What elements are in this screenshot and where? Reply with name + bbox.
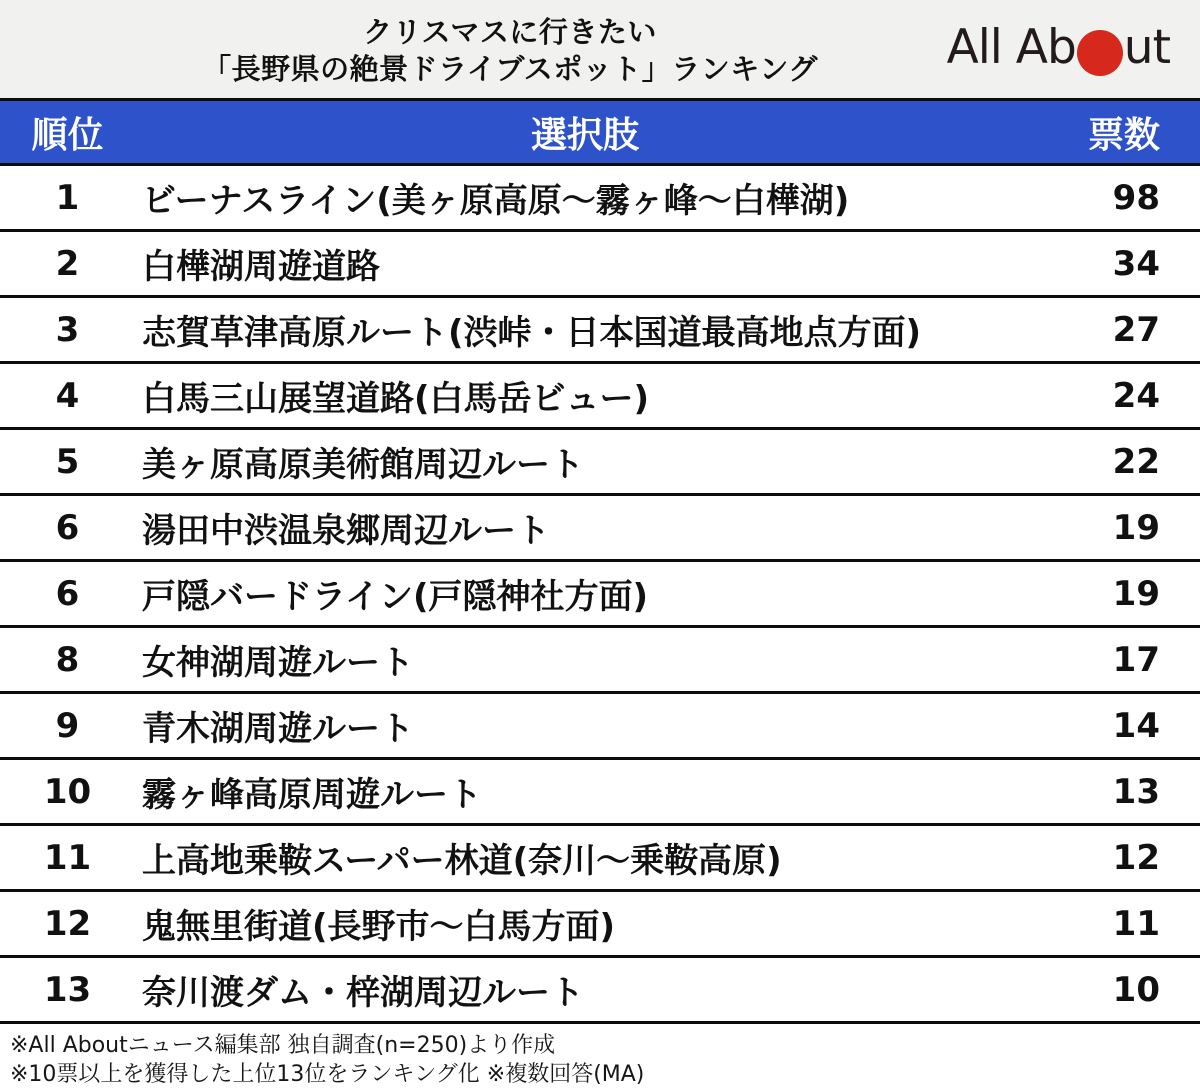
- choice-cell: 奈川渡ダム・梓湖周辺ルート: [142, 973, 584, 1013]
- table-row: [0, 694, 1200, 760]
- rank-cell: 4: [55, 375, 80, 416]
- rank-cell: 9: [55, 705, 80, 746]
- red-circle-icon: [1077, 30, 1123, 76]
- votes-cell: 19: [1112, 507, 1160, 548]
- choice-cell: 鬼無里街道(長野市〜白馬方面): [142, 907, 616, 947]
- rank-cell: 3: [55, 309, 80, 350]
- table-row: [0, 496, 1200, 562]
- table-row: [0, 166, 1200, 232]
- rank-cell: 5: [55, 441, 80, 482]
- table-row: [0, 364, 1200, 430]
- choice-cell: 青木湖周遊ルート: [142, 709, 414, 749]
- votes-cell: 12: [1112, 837, 1160, 878]
- page-title: [0, 14, 1020, 88]
- table-row: [0, 628, 1200, 694]
- table-row: [0, 562, 1200, 628]
- votes-cell: 24: [1112, 375, 1160, 416]
- choice-cell: 上高地乗鞍スーパー林道(奈川〜乗鞍高原): [142, 841, 782, 881]
- table-row: [0, 232, 1200, 298]
- choice-cell: 美ヶ原高原美術館周辺ルート: [142, 445, 584, 485]
- column-header-choice: 選択肢: [530, 114, 639, 156]
- source-notes: [0, 1024, 1200, 1089]
- choice-cell: 白馬三山展望道路(白馬岳ビュー): [142, 379, 650, 419]
- table-row: [0, 892, 1200, 958]
- choice-cell: 女神湖周遊ルート: [142, 643, 414, 683]
- page-title-line1: クリスマスに行きたい: [363, 15, 657, 49]
- rank-cell: 13: [43, 969, 92, 1010]
- table-header-row: [0, 98, 1200, 166]
- table-row: [0, 760, 1200, 826]
- votes-cell: 13: [1112, 771, 1160, 812]
- votes-cell: 34: [1112, 243, 1160, 284]
- votes-cell: 27: [1112, 309, 1160, 350]
- all-about-logo: [946, 20, 1170, 75]
- choice-cell: 湯田中渋温泉郷周辺ルート: [142, 511, 550, 551]
- logo-text-right: ut: [1123, 20, 1170, 75]
- rank-cell: 6: [55, 573, 80, 614]
- choice-cell: 霧ヶ峰高原周遊ルート: [142, 775, 482, 815]
- rank-cell: 8: [55, 639, 80, 680]
- logo-text-left: All Ab: [946, 20, 1076, 75]
- table-row: [0, 430, 1200, 496]
- votes-cell: 98: [1112, 177, 1160, 218]
- votes-cell: 14: [1112, 705, 1160, 746]
- votes-cell: 19: [1112, 573, 1160, 614]
- votes-cell: 11: [1112, 903, 1160, 944]
- page-title-line2: 「長野県の絶景ドライブスポット」ランキング: [202, 52, 818, 86]
- column-header-votes: 票数: [1087, 114, 1160, 156]
- choice-cell: ビーナスライン(美ヶ原高原〜霧ヶ峰〜白樺湖): [142, 181, 850, 221]
- rank-cell: 11: [43, 837, 92, 878]
- choice-cell: 志賀草津高原ルート(渋峠・日本国道最高地点方面): [142, 313, 922, 353]
- rank-cell: 10: [43, 771, 92, 812]
- rank-cell: 6: [55, 507, 80, 548]
- rank-cell: 12: [43, 903, 92, 944]
- table-row: [0, 298, 1200, 364]
- votes-cell: 17: [1112, 639, 1160, 680]
- table-row: [0, 826, 1200, 892]
- column-header-rank: 順位: [31, 114, 104, 156]
- table-row: [0, 958, 1200, 1024]
- title-bar: [0, 0, 1200, 98]
- votes-cell: 22: [1112, 441, 1160, 482]
- choice-cell: 白樺湖周遊道路: [142, 247, 380, 287]
- rank-cell: 1: [55, 177, 80, 218]
- rank-cell: 2: [55, 243, 80, 284]
- source-note-line1: ※All Aboutニュース編集部 独自調査(n=250)より作成: [10, 1033, 556, 1058]
- choice-cell: 戸隠バードライン(戸隠神社方面): [142, 577, 649, 617]
- votes-cell: 10: [1112, 969, 1160, 1010]
- source-note-line2: ※10票以上を獲得した上位13位をランキング化 ※複数回答(MA): [10, 1062, 645, 1087]
